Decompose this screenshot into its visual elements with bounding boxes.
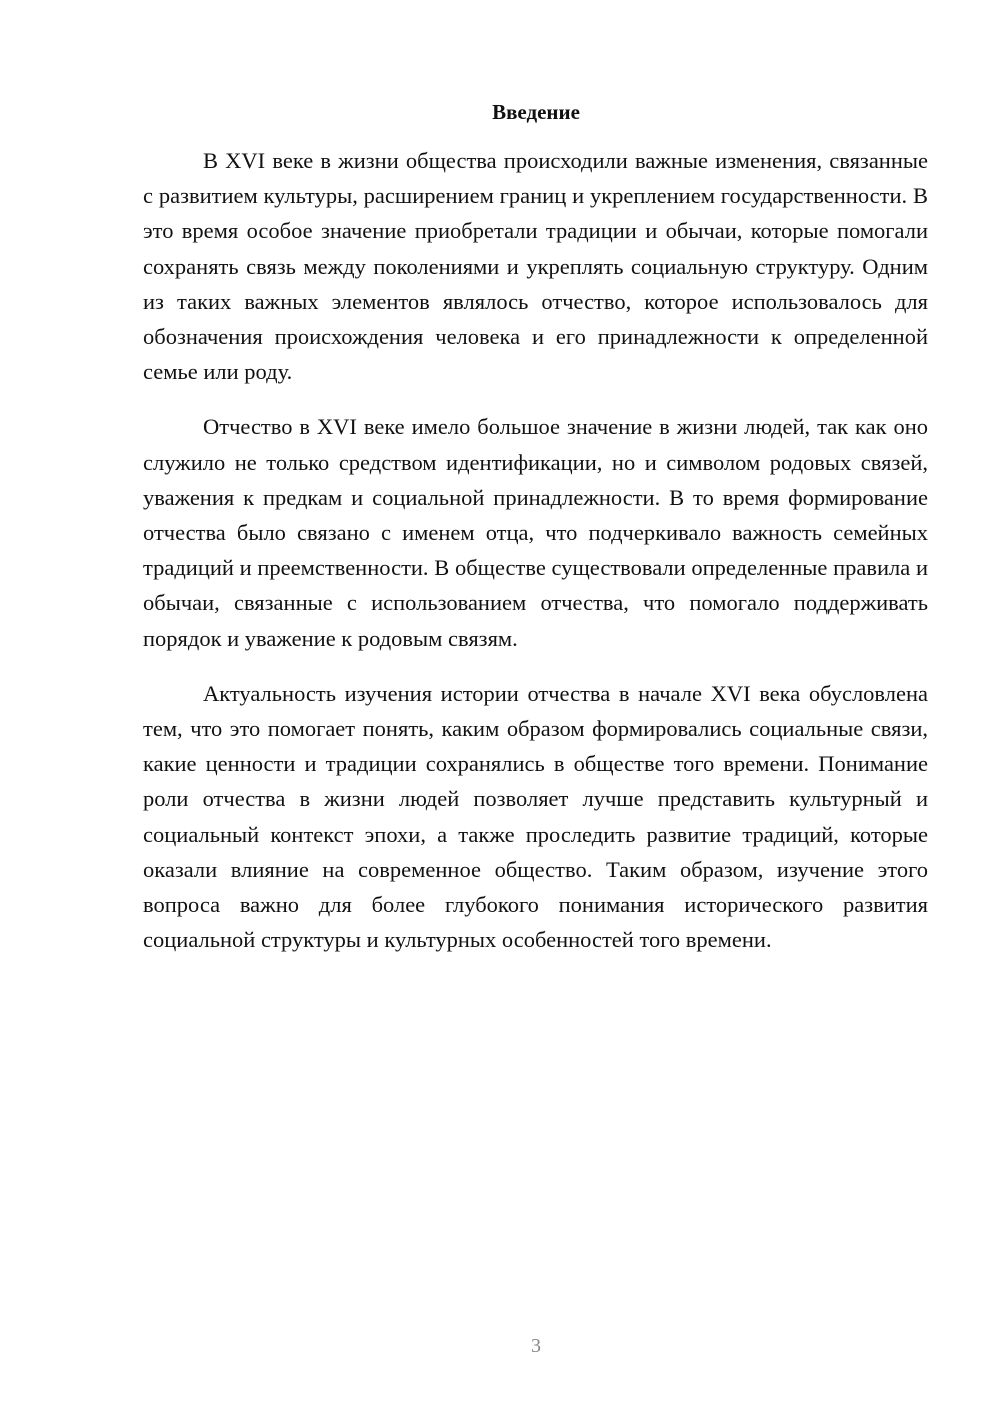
paragraph-1: В XVI веке в жизни общества происходили важные изменения, связанные с развитием культуры, расширением границ и укреплением государственности. В это время особое значение приобретали традиции и обычаи, которые помогали сохранять связь между поколениями и укреплять социальную структуру. Одним из таких важных элементов являлось отчество, которое использовалось для обозначения происхождения человека и его принадлежности к определенной семье или роду. [143,148,928,385]
page-number: 3 [531,1335,541,1357]
paragraph-3: Актуальность изучения истории отчества в начале XVI века обусловлена тем, что это помогает понять, каким образом формировались социальные связи, какие ценности и традиции сохранялись в обществе того времени. Понимание роли отчества в жизни людей позволяет лучше представить культурный и социальный контекст эпохи, а также проследить развитие традиций, которые оказали влияние на современное общество. Таким образом, изучение этого вопроса важно для более глубокого понимания исторического развития социальной структуры и культурных особенностей того времени. [143,680,928,953]
section-title: Введение [492,100,580,124]
paragraph-2: Отчество в XVI веке имело большое значение в жизни людей, так как оно служило не только средством идентификации, но и символом родовых связей, уважения к предкам и социальной принадлежности. В то время формирование отчества было связано с именем отца, что подчеркивало важность семейных традиций и преемственности. В обществе существовали определенные правила и обычаи, связанные с использованием отчества, что помогало поддерживать порядок и уважение к родовым связям. [143,414,928,651]
body-text [143,143,928,977]
